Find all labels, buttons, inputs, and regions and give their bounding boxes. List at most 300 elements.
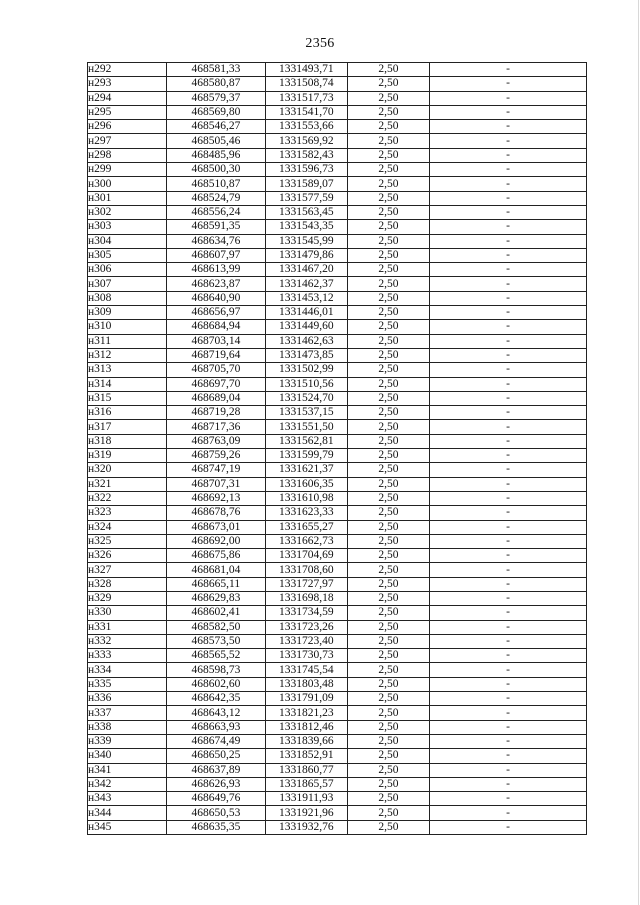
y-coordinate-cell: 1331502,99	[265, 363, 347, 377]
accuracy-cell: 2,50	[347, 491, 429, 505]
x-coordinate-cell: 468607,97	[167, 248, 266, 262]
x-coordinate-cell: 468569,80	[167, 105, 266, 119]
x-coordinate-cell: 468703,14	[167, 334, 266, 348]
accuracy-cell: 2,50	[347, 177, 429, 191]
note-cell: -	[430, 248, 587, 262]
table-row	[88, 234, 587, 248]
y-coordinate-cell: 1331932,76	[265, 820, 347, 834]
point-id-cell: н307	[88, 277, 167, 291]
accuracy-cell: 2,50	[347, 777, 429, 791]
accuracy-cell: 2,50	[347, 334, 429, 348]
y-coordinate-cell: 1331698,18	[265, 591, 347, 605]
x-coordinate-cell: 468485,96	[167, 148, 266, 162]
table-row	[88, 406, 587, 420]
accuracy-cell: 2,50	[347, 234, 429, 248]
accuracy-cell: 2,50	[347, 477, 429, 491]
note-cell: -	[430, 148, 587, 162]
accuracy-cell: 2,50	[347, 649, 429, 663]
y-coordinate-cell: 1331537,15	[265, 406, 347, 420]
x-coordinate-cell: 468650,53	[167, 806, 266, 820]
x-coordinate-cell: 468759,26	[167, 449, 266, 463]
point-id-cell: н306	[88, 263, 167, 277]
note-cell: -	[430, 491, 587, 505]
x-coordinate-cell: 468579,37	[167, 91, 266, 105]
note-cell: -	[430, 77, 587, 91]
y-coordinate-cell: 1331599,79	[265, 449, 347, 463]
point-id-cell: н301	[88, 191, 167, 205]
y-coordinate-cell: 1331596,73	[265, 163, 347, 177]
point-id-cell: н340	[88, 749, 167, 763]
point-id-cell: н337	[88, 706, 167, 720]
point-id-cell: н308	[88, 291, 167, 305]
table-row	[88, 549, 587, 563]
point-id-cell: н309	[88, 306, 167, 320]
table-row	[88, 620, 587, 634]
note-cell: -	[430, 234, 587, 248]
accuracy-cell: 2,50	[347, 348, 429, 362]
point-id-cell: н334	[88, 663, 167, 677]
y-coordinate-cell: 1331730,73	[265, 649, 347, 663]
point-id-cell: н321	[88, 477, 167, 491]
x-coordinate-cell: 468717,36	[167, 420, 266, 434]
note-cell: -	[430, 763, 587, 777]
table-row	[88, 434, 587, 448]
x-coordinate-cell: 468673,01	[167, 520, 266, 534]
y-coordinate-cell: 1331449,60	[265, 320, 347, 334]
accuracy-cell: 2,50	[347, 248, 429, 262]
y-coordinate-cell: 1331723,26	[265, 620, 347, 634]
accuracy-cell: 2,50	[347, 706, 429, 720]
y-coordinate-cell: 1331508,74	[265, 77, 347, 91]
y-coordinate-cell: 1331577,59	[265, 191, 347, 205]
table-row	[88, 320, 587, 334]
accuracy-cell: 2,50	[347, 549, 429, 563]
scan-edge-line	[638, 0, 639, 905]
point-id-cell: н329	[88, 591, 167, 605]
table-row	[88, 663, 587, 677]
table-row	[88, 148, 587, 162]
accuracy-cell: 2,50	[347, 692, 429, 706]
accuracy-cell: 2,50	[347, 634, 429, 648]
x-coordinate-cell: 468707,31	[167, 477, 266, 491]
accuracy-cell: 2,50	[347, 120, 429, 134]
x-coordinate-cell: 468656,97	[167, 306, 266, 320]
x-coordinate-cell: 468649,76	[167, 792, 266, 806]
y-coordinate-cell: 1331621,37	[265, 463, 347, 477]
coordinates-table	[87, 62, 587, 835]
point-id-cell: н338	[88, 720, 167, 734]
table-row	[88, 205, 587, 219]
table-row	[88, 706, 587, 720]
note-cell: -	[430, 420, 587, 434]
point-id-cell: н304	[88, 234, 167, 248]
y-coordinate-cell: 1331473,85	[265, 348, 347, 362]
point-id-cell: н327	[88, 563, 167, 577]
accuracy-cell: 2,50	[347, 434, 429, 448]
x-coordinate-cell: 468640,90	[167, 291, 266, 305]
note-cell: -	[430, 734, 587, 748]
x-coordinate-cell: 468663,93	[167, 720, 266, 734]
note-cell: -	[430, 105, 587, 119]
y-coordinate-cell: 1331569,92	[265, 134, 347, 148]
note-cell: -	[430, 792, 587, 806]
y-coordinate-cell: 1331734,59	[265, 606, 347, 620]
accuracy-cell: 2,50	[347, 377, 429, 391]
y-coordinate-cell: 1331545,99	[265, 234, 347, 248]
table-row	[88, 377, 587, 391]
x-coordinate-cell: 468692,13	[167, 491, 266, 505]
table-row	[88, 477, 587, 491]
accuracy-cell: 2,50	[347, 91, 429, 105]
accuracy-cell: 2,50	[347, 534, 429, 548]
table-row	[88, 577, 587, 591]
note-cell: -	[430, 306, 587, 320]
note-cell: -	[430, 134, 587, 148]
accuracy-cell: 2,50	[347, 720, 429, 734]
x-coordinate-cell: 468546,27	[167, 120, 266, 134]
point-id-cell: н292	[88, 63, 167, 77]
point-id-cell: н317	[88, 420, 167, 434]
table-row	[88, 734, 587, 748]
y-coordinate-cell: 1331510,56	[265, 377, 347, 391]
x-coordinate-cell: 468675,86	[167, 549, 266, 563]
accuracy-cell: 2,50	[347, 520, 429, 534]
y-coordinate-cell: 1331467,20	[265, 263, 347, 277]
accuracy-cell: 2,50	[347, 577, 429, 591]
point-id-cell: н325	[88, 534, 167, 548]
table-row	[88, 163, 587, 177]
accuracy-cell: 2,50	[347, 63, 429, 77]
note-cell: -	[430, 806, 587, 820]
accuracy-cell: 2,50	[347, 263, 429, 277]
y-coordinate-cell: 1331704,69	[265, 549, 347, 563]
table-row	[88, 692, 587, 706]
note-cell: -	[430, 291, 587, 305]
accuracy-cell: 2,50	[347, 792, 429, 806]
y-coordinate-cell: 1331860,77	[265, 763, 347, 777]
accuracy-cell: 2,50	[347, 563, 429, 577]
point-id-cell: н295	[88, 105, 167, 119]
y-coordinate-cell: 1331723,40	[265, 634, 347, 648]
y-coordinate-cell: 1331727,97	[265, 577, 347, 591]
y-coordinate-cell: 1331708,60	[265, 563, 347, 577]
note-cell: -	[430, 649, 587, 663]
point-id-cell: н335	[88, 677, 167, 691]
point-id-cell: н333	[88, 649, 167, 663]
x-coordinate-cell: 468565,52	[167, 649, 266, 663]
point-id-cell: н342	[88, 777, 167, 791]
table-row	[88, 463, 587, 477]
table-row	[88, 391, 587, 405]
accuracy-cell: 2,50	[347, 134, 429, 148]
table-row	[88, 806, 587, 820]
table-row	[88, 334, 587, 348]
y-coordinate-cell: 1331589,07	[265, 177, 347, 191]
note-cell: -	[430, 749, 587, 763]
accuracy-cell: 2,50	[347, 734, 429, 748]
point-id-cell: н315	[88, 391, 167, 405]
accuracy-cell: 2,50	[347, 391, 429, 405]
y-coordinate-cell: 1331517,73	[265, 91, 347, 105]
note-cell: -	[430, 363, 587, 377]
y-coordinate-cell: 1331462,37	[265, 277, 347, 291]
table-row	[88, 348, 587, 362]
x-coordinate-cell: 468763,09	[167, 434, 266, 448]
note-cell: -	[430, 277, 587, 291]
accuracy-cell: 2,50	[347, 449, 429, 463]
x-coordinate-cell: 468747,19	[167, 463, 266, 477]
x-coordinate-cell: 468500,30	[167, 163, 266, 177]
table-row	[88, 105, 587, 119]
point-id-cell: н299	[88, 163, 167, 177]
table-row	[88, 248, 587, 262]
table-row	[88, 649, 587, 663]
x-coordinate-cell: 468613,99	[167, 263, 266, 277]
point-id-cell: н303	[88, 220, 167, 234]
note-cell: -	[430, 91, 587, 105]
y-coordinate-cell: 1331865,57	[265, 777, 347, 791]
note-cell: -	[430, 391, 587, 405]
accuracy-cell: 2,50	[347, 763, 429, 777]
point-id-cell: н318	[88, 434, 167, 448]
accuracy-cell: 2,50	[347, 205, 429, 219]
accuracy-cell: 2,50	[347, 677, 429, 691]
x-coordinate-cell: 468689,04	[167, 391, 266, 405]
accuracy-cell: 2,50	[347, 306, 429, 320]
note-cell: -	[430, 449, 587, 463]
point-id-cell: н316	[88, 406, 167, 420]
y-coordinate-cell: 1331479,86	[265, 248, 347, 262]
point-id-cell: н341	[88, 763, 167, 777]
point-id-cell: н311	[88, 334, 167, 348]
point-id-cell: н314	[88, 377, 167, 391]
y-coordinate-cell: 1331610,98	[265, 491, 347, 505]
note-cell: -	[430, 220, 587, 234]
point-id-cell: н305	[88, 248, 167, 262]
accuracy-cell: 2,50	[347, 506, 429, 520]
x-coordinate-cell: 468637,89	[167, 763, 266, 777]
x-coordinate-cell: 468665,11	[167, 577, 266, 591]
note-cell: -	[430, 634, 587, 648]
accuracy-cell: 2,50	[347, 663, 429, 677]
note-cell: -	[430, 263, 587, 277]
table-row	[88, 91, 587, 105]
accuracy-cell: 2,50	[347, 420, 429, 434]
x-coordinate-cell: 468598,73	[167, 663, 266, 677]
page-number: 2356	[305, 36, 335, 51]
point-id-cell: н328	[88, 577, 167, 591]
accuracy-cell: 2,50	[347, 105, 429, 119]
note-cell: -	[430, 549, 587, 563]
point-id-cell: н319	[88, 449, 167, 463]
x-coordinate-cell: 468719,28	[167, 406, 266, 420]
point-id-cell: н339	[88, 734, 167, 748]
table-row	[88, 820, 587, 834]
y-coordinate-cell: 1331562,81	[265, 434, 347, 448]
x-coordinate-cell: 468505,46	[167, 134, 266, 148]
note-cell: -	[430, 320, 587, 334]
y-coordinate-cell: 1331524,70	[265, 391, 347, 405]
x-coordinate-cell: 468602,60	[167, 677, 266, 691]
coordinates-table-body	[88, 63, 587, 835]
y-coordinate-cell: 1331582,43	[265, 148, 347, 162]
y-coordinate-cell: 1331541,70	[265, 105, 347, 119]
note-cell: -	[430, 663, 587, 677]
note-cell: -	[430, 620, 587, 634]
x-coordinate-cell: 468642,35	[167, 692, 266, 706]
y-coordinate-cell: 1331839,66	[265, 734, 347, 748]
point-id-cell: н323	[88, 506, 167, 520]
accuracy-cell: 2,50	[347, 148, 429, 162]
note-cell: -	[430, 777, 587, 791]
x-coordinate-cell: 468678,76	[167, 506, 266, 520]
note-cell: -	[430, 692, 587, 706]
note-cell: -	[430, 720, 587, 734]
y-coordinate-cell: 1331745,54	[265, 663, 347, 677]
table-row	[88, 134, 587, 148]
x-coordinate-cell: 468674,49	[167, 734, 266, 748]
y-coordinate-cell: 1331462,63	[265, 334, 347, 348]
table-row	[88, 363, 587, 377]
table-row	[88, 77, 587, 91]
y-coordinate-cell: 1331921,96	[265, 806, 347, 820]
note-cell: -	[430, 477, 587, 491]
y-coordinate-cell: 1331493,71	[265, 63, 347, 77]
x-coordinate-cell: 468650,25	[167, 749, 266, 763]
accuracy-cell: 2,50	[347, 320, 429, 334]
note-cell: -	[430, 63, 587, 77]
x-coordinate-cell: 468602,41	[167, 606, 266, 620]
x-coordinate-cell: 468643,12	[167, 706, 266, 720]
x-coordinate-cell: 468510,87	[167, 177, 266, 191]
x-coordinate-cell: 468684,94	[167, 320, 266, 334]
table-row	[88, 220, 587, 234]
table-row	[88, 563, 587, 577]
point-id-cell: н312	[88, 348, 167, 362]
point-id-cell: н320	[88, 463, 167, 477]
note-cell: -	[430, 506, 587, 520]
x-coordinate-cell: 468573,50	[167, 634, 266, 648]
point-id-cell: н326	[88, 549, 167, 563]
accuracy-cell: 2,50	[347, 277, 429, 291]
table-row	[88, 120, 587, 134]
x-coordinate-cell: 468582,50	[167, 620, 266, 634]
x-coordinate-cell: 468626,93	[167, 777, 266, 791]
note-cell: -	[430, 563, 587, 577]
accuracy-cell: 2,50	[347, 77, 429, 91]
point-id-cell: н297	[88, 134, 167, 148]
y-coordinate-cell: 1331791,09	[265, 692, 347, 706]
accuracy-cell: 2,50	[347, 406, 429, 420]
table-row	[88, 763, 587, 777]
point-id-cell: н310	[88, 320, 167, 334]
table-row	[88, 720, 587, 734]
y-coordinate-cell: 1331446,01	[265, 306, 347, 320]
point-id-cell: н322	[88, 491, 167, 505]
table-row	[88, 777, 587, 791]
point-id-cell: н313	[88, 363, 167, 377]
note-cell: -	[430, 534, 587, 548]
note-cell: -	[430, 706, 587, 720]
table-row	[88, 177, 587, 191]
point-id-cell: н343	[88, 792, 167, 806]
x-coordinate-cell: 468623,87	[167, 277, 266, 291]
note-cell: -	[430, 163, 587, 177]
table-row	[88, 191, 587, 205]
x-coordinate-cell: 468556,24	[167, 205, 266, 219]
note-cell: -	[430, 577, 587, 591]
x-coordinate-cell: 468581,33	[167, 63, 266, 77]
y-coordinate-cell: 1331623,33	[265, 506, 347, 520]
accuracy-cell: 2,50	[347, 591, 429, 605]
table-row	[88, 449, 587, 463]
y-coordinate-cell: 1331453,12	[265, 291, 347, 305]
table-row	[88, 534, 587, 548]
table-row	[88, 306, 587, 320]
table-row	[88, 677, 587, 691]
note-cell: -	[430, 191, 587, 205]
note-cell: -	[430, 677, 587, 691]
note-cell: -	[430, 334, 587, 348]
table-row	[88, 591, 587, 605]
y-coordinate-cell: 1331543,35	[265, 220, 347, 234]
point-id-cell: н298	[88, 148, 167, 162]
note-cell: -	[430, 348, 587, 362]
y-coordinate-cell: 1331563,45	[265, 205, 347, 219]
y-coordinate-cell: 1331551,50	[265, 420, 347, 434]
table-row	[88, 263, 587, 277]
x-coordinate-cell: 468634,76	[167, 234, 266, 248]
accuracy-cell: 2,50	[347, 749, 429, 763]
x-coordinate-cell: 468591,35	[167, 220, 266, 234]
x-coordinate-cell: 468580,87	[167, 77, 266, 91]
note-cell: -	[430, 520, 587, 534]
y-coordinate-cell: 1331812,46	[265, 720, 347, 734]
accuracy-cell: 2,50	[347, 620, 429, 634]
accuracy-cell: 2,50	[347, 291, 429, 305]
table-row	[88, 420, 587, 434]
point-id-cell: н293	[88, 77, 167, 91]
x-coordinate-cell: 468629,83	[167, 591, 266, 605]
point-id-cell: н296	[88, 120, 167, 134]
x-coordinate-cell: 468719,64	[167, 348, 266, 362]
point-id-cell: н300	[88, 177, 167, 191]
accuracy-cell: 2,50	[347, 191, 429, 205]
table-row	[88, 520, 587, 534]
x-coordinate-cell: 468697,70	[167, 377, 266, 391]
point-id-cell: н294	[88, 91, 167, 105]
table-row	[88, 277, 587, 291]
note-cell: -	[430, 177, 587, 191]
table-row	[88, 634, 587, 648]
accuracy-cell: 2,50	[347, 606, 429, 620]
y-coordinate-cell: 1331911,93	[265, 792, 347, 806]
y-coordinate-cell: 1331852,91	[265, 749, 347, 763]
x-coordinate-cell: 468705,70	[167, 363, 266, 377]
table-row	[88, 63, 587, 77]
y-coordinate-cell: 1331655,27	[265, 520, 347, 534]
y-coordinate-cell: 1331803,48	[265, 677, 347, 691]
table-row	[88, 291, 587, 305]
point-id-cell: н331	[88, 620, 167, 634]
accuracy-cell: 2,50	[347, 163, 429, 177]
note-cell: -	[430, 591, 587, 605]
y-coordinate-cell: 1331662,73	[265, 534, 347, 548]
table-row	[88, 606, 587, 620]
table-row	[88, 506, 587, 520]
x-coordinate-cell: 468692,00	[167, 534, 266, 548]
table-row	[88, 491, 587, 505]
